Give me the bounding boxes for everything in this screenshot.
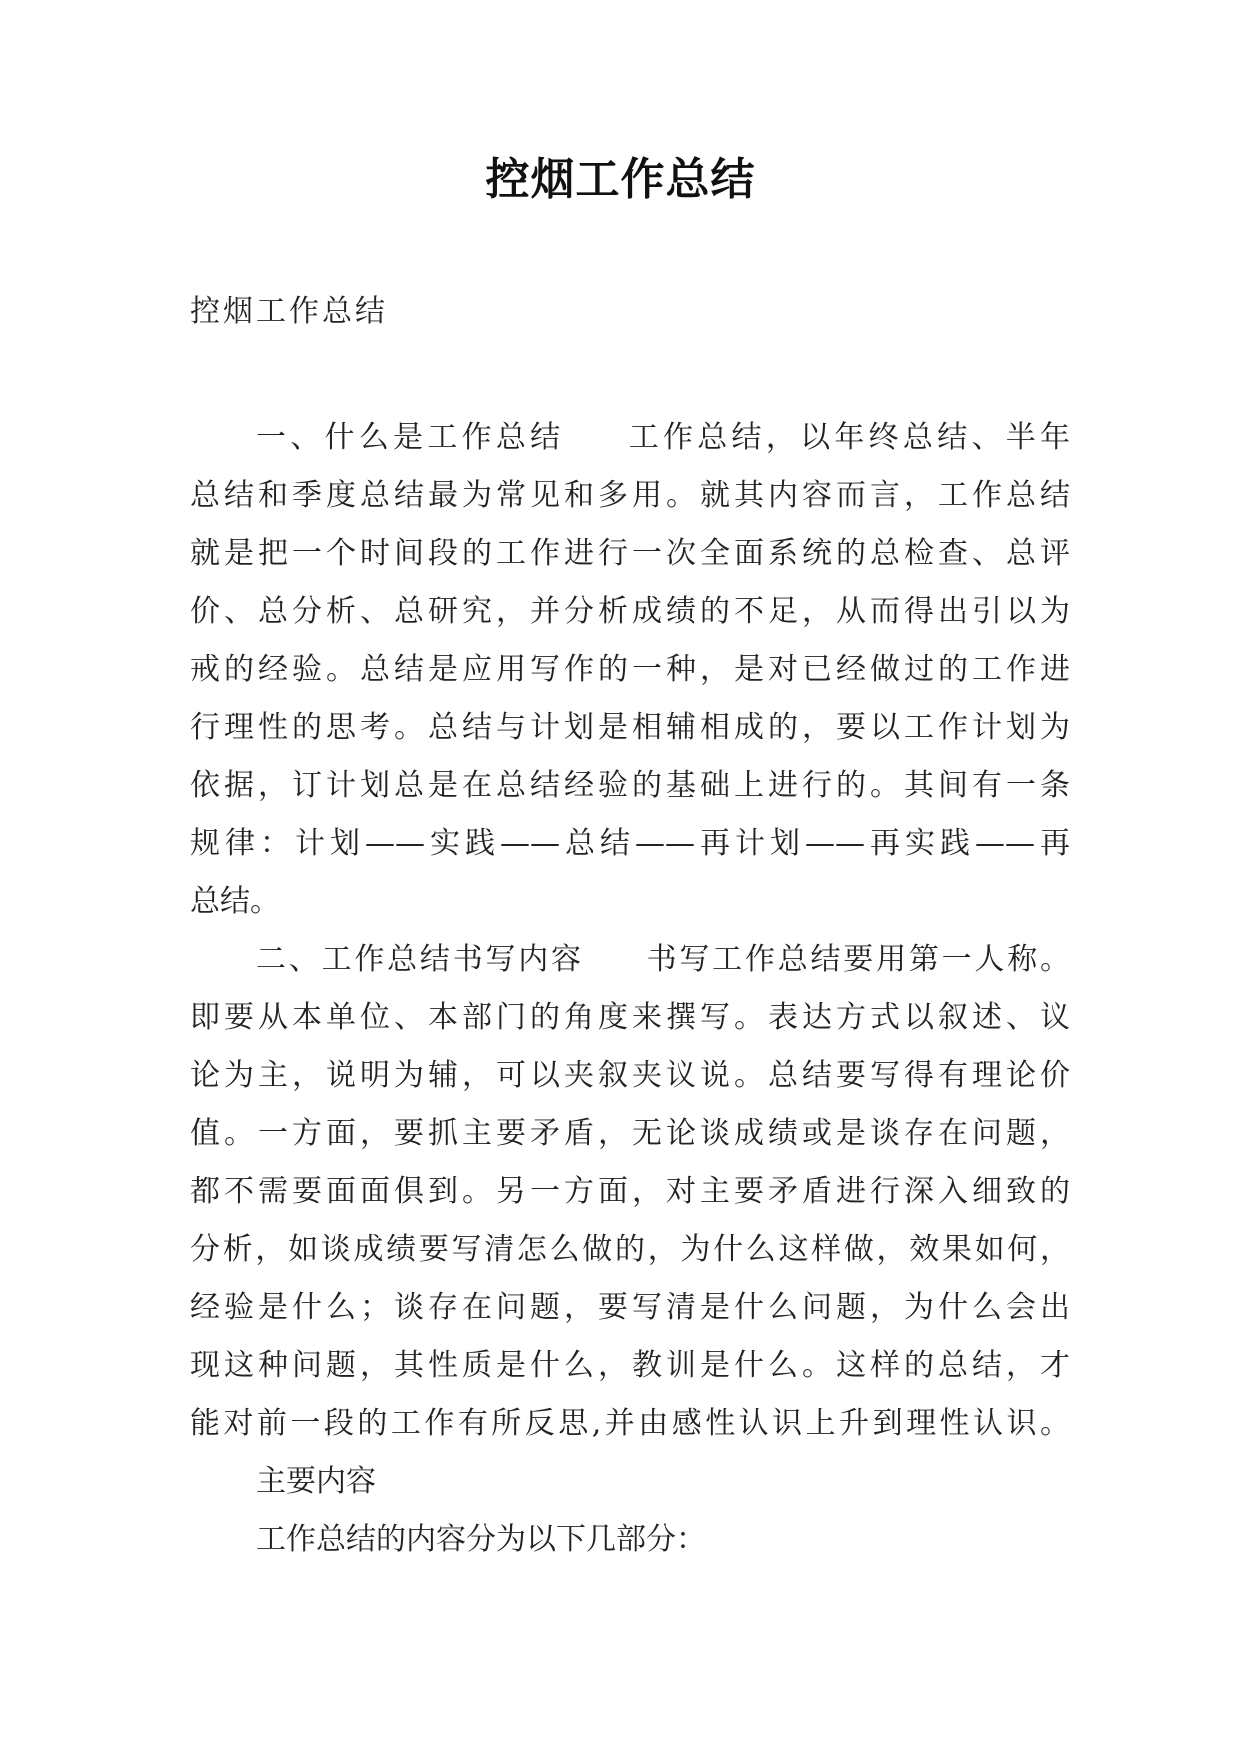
paragraph-line: 规律：计划——实践——总结——再计划——再实践——再 bbox=[190, 826, 1070, 861]
paragraph-text: 书写工作总结要用第一人称。 bbox=[643, 942, 1071, 977]
paragraph-line: 戒的经验。总结是应用写作的一种，是对已经做过的工作进 bbox=[190, 652, 1070, 687]
paragraph-line: 价、总分析、总研究，并分析成绩的不足，从而得出引以为 bbox=[190, 594, 1070, 629]
paragraph-line: 值。一方面，要抓主要矛盾，无论谈成绩或是谈存在问题， bbox=[190, 1116, 1070, 1151]
paragraph-text: 工作总结，以年终总结、半年 bbox=[624, 420, 1071, 455]
paragraph-line: 就是把一个时间段的工作进行一次全面系统的总检查、总评 bbox=[190, 536, 1070, 571]
section-heading: 一、什么是工作总结 bbox=[256, 420, 565, 455]
paragraph-line: 能对前一段的工作有所反思,并由感性认识上升到理性认识。 bbox=[190, 1406, 1070, 1441]
document-body bbox=[190, 409, 1070, 1569]
paragraph-line: 即要从本单位、本部门的角度来撰写。表达方式以叙述、议 bbox=[190, 1000, 1070, 1035]
paragraph-line: 现这种问题，其性质是什么，教训是什么。这样的总结，才 bbox=[190, 1348, 1070, 1383]
paragraph-line: 都不需要面面俱到。另一方面，对主要矛盾进行深入细致的 bbox=[190, 1174, 1070, 1209]
document-title: 控烟工作总结 bbox=[485, 154, 756, 205]
paragraph-line: 总结和季度总结最为常见和多用。就其内容而言，工作总结 bbox=[190, 478, 1070, 513]
main-content-heading: 主要内容 bbox=[256, 1464, 376, 1499]
paragraph-line: 分析，如谈成绩要写清怎么做的，为什么这样做，效果如何， bbox=[190, 1232, 1070, 1267]
document-subtitle: 控烟工作总结 bbox=[190, 294, 388, 329]
paragraph-line: 行理性的思考。总结与计划是相辅相成的，要以工作计划为 bbox=[190, 710, 1070, 745]
paragraph-line: 依据，订计划总是在总结经验的基础上进行的。其间有一条 bbox=[190, 768, 1070, 803]
paragraph-line bbox=[190, 409, 1070, 467]
paragraph-line: 经验是什么；谈存在问题，要写清是什么问题，为什么会出 bbox=[190, 1290, 1070, 1325]
main-content-intro: 工作总结的内容分为以下几部分： bbox=[256, 1522, 706, 1557]
paragraph-line: 论为主，说明为辅，可以夹叙夹议说。总结要写得有理论价 bbox=[190, 1058, 1070, 1093]
paragraph-line: 总结。 bbox=[190, 884, 280, 919]
paragraph-line bbox=[190, 931, 1070, 989]
section-heading: 二、工作总结书写内容 bbox=[256, 942, 584, 977]
